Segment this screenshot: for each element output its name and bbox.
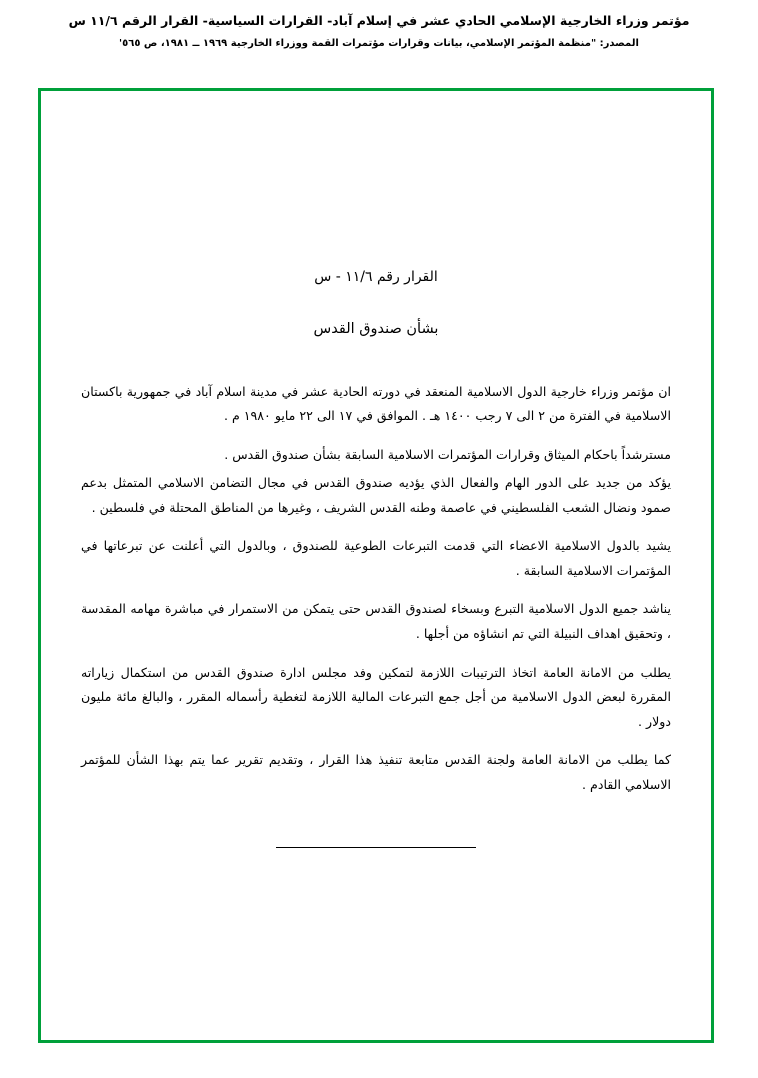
paragraph: يؤكد من جديد على الدور الهام والفعال الذي يؤديه صندوق القدس في مجال التضامن الاسلامي المتمثل بدعم صمود ونضال الشعب الفلسطيني في عاصمة وطنه القدس الشريف ، وغيرها من المناطق المحتلة في فلسطين . bbox=[81, 475, 671, 515]
paragraph: ان مؤتمر وزراء خارجية الدول الاسلامية المنعقد في دورته الحادية عشر في مدينة اسلام آباد في جمهورية باكستان الاسلامية في الفترة من ٢ الى ٧ رجب ١٤٠٠ هـ . الموافق في ١٧ الى ٢٢ مايو ١٩٨٠ م . bbox=[81, 383, 671, 424]
paragraph: يطلب من الامانة العامة اتخاذ الترتيبات اللازمة لتمكين وفد مجلس ادارة صندوق القدس من استكمال زياراته المقررة لبعض الدول الاسلامية من أجل جمع التبرعات المالية اللازمة لتغطية رأسماله المقرر ، والبالغ مائة مليون دولار . bbox=[81, 664, 671, 729]
horizontal-rule bbox=[276, 847, 476, 848]
paragraph: كما يطلب من الامانة العامة ولجنة القدس متابعة تنفيذ هذا القرار ، وتقديم تقرير عما يتم بهذا الشأن للمؤتمر الاسلامي القادم . bbox=[81, 752, 671, 792]
page-header bbox=[0, 0, 758, 51]
document-frame bbox=[38, 88, 714, 1043]
paragraph: يناشد جميع الدول الاسلامية التبرع وبسخاء لصندوق القدس حتى يتمكن من الاستمرار في مباشرة مهامه المقدسة ، وتحقيق اهداف النبيلة التي تم انشاؤه من أجلها . bbox=[81, 601, 671, 641]
document-body bbox=[41, 91, 711, 1040]
end-rule-container bbox=[79, 833, 673, 852]
paragraph: يشيد بالدول الاسلامية الاعضاء التي قدمت التبرعات الطوعية للصندوق ، وبالدول التي أعلنت عن تبرعاتها في المؤتمرات الاسلامية السابقة . bbox=[81, 538, 671, 578]
resolution-subject: بشأن صندوق القدس bbox=[313, 321, 439, 338]
resolution-number: القرار رقم ١١/٦ - س bbox=[314, 269, 438, 285]
page-title: مؤتمر وزراء الخارجية الإسلامي الحادي عشر في إسلام آباد- القرارات السياسية- القرار الرقم ١١/٦ س bbox=[68, 13, 690, 28]
resolution-text bbox=[79, 380, 673, 798]
source-citation: المصدر: "منظمة المؤتمر الإسلامي، بيانات وقرارات مؤتمرات القمة ووزراء الخارجية ١٩٦٩ ــ ١٩٨١، ص ٥٦٥' bbox=[119, 37, 639, 49]
paragraph: مسترشداً باحكام الميثاق وقرارات المؤتمرات الاسلامية السابقة بشأن صندوق القدس . bbox=[224, 446, 671, 462]
